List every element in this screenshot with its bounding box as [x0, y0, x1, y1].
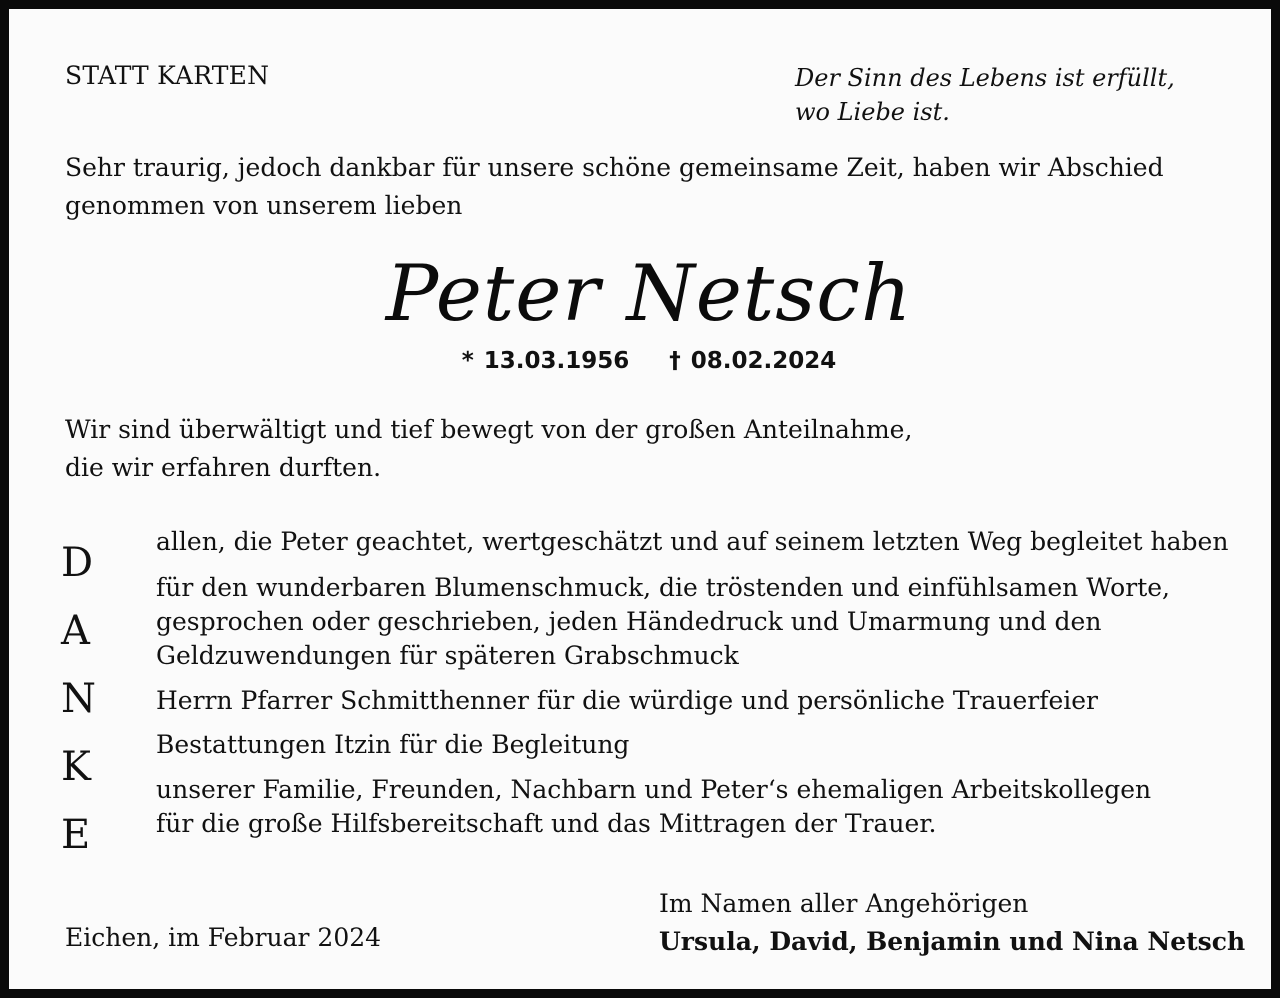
thanks-item-funeral-home [156, 728, 629, 762]
signature-block [659, 885, 1245, 961]
thanks-line: gesprochen oder geschrieben, jeden Händedruck und Umarmung und den [156, 607, 1102, 636]
motto-line: wo Liebe ist. [795, 98, 950, 126]
on-behalf-line: Im Namen aller Angehörigen [659, 889, 1029, 918]
thanks-item-pastor [156, 684, 1098, 718]
thanks-line: Bestattungen Itzin für die Begleitung [156, 730, 630, 759]
birth-date: * 13.03.1956 [461, 348, 630, 374]
motto-quote [795, 61, 1175, 129]
life-dates [9, 348, 1280, 374]
danke-letter: D [61, 540, 94, 586]
gratitude-line: die wir erfahren durften. [65, 453, 382, 482]
thanks-line: für die große Hilfsbereitschaft und das Mittragen der Trauer. [156, 809, 937, 838]
death-date: † 08.02.2024 [669, 348, 837, 374]
danke-letter: E [61, 812, 91, 858]
family-names: Ursula, David, Benjamin und Nina Netsch [659, 927, 1246, 956]
gratitude-text [65, 411, 912, 487]
danke-acrostic [61, 529, 111, 869]
deceased-name: Peter Netsch [385, 249, 913, 339]
thanks-item-family [156, 773, 1151, 841]
danke-letter: A [61, 608, 90, 654]
place-and-date: Eichen, im Februar 2024 [65, 923, 382, 952]
intro-line: genommen von unserem lieben [65, 191, 463, 220]
danke-letter: K [61, 744, 91, 790]
thanks-line: Herrn Pfarrer Schmitthenner für die würdige und persönliche Trauerfeier [156, 686, 1099, 715]
thanks-line: allen, die Peter geachtet, wertgeschätzt und auf seinem letzten Weg begleitet haben [156, 527, 1229, 556]
intro-line: Sehr traurig, jedoch dankbar für unsere schöne gemeinsame Zeit, haben wir Abschied [65, 153, 1164, 182]
gratitude-line: Wir sind überwältigt und tief bewegt von der großen Anteilnahme, [65, 415, 913, 444]
thanks-line: Geldzuwendungen für späteren Grabschmuck [156, 641, 739, 670]
statt-karten-label: STATT KARTEN [65, 61, 270, 90]
intro-text [65, 149, 1164, 225]
thanks-item-all [156, 525, 1228, 559]
motto-line: Der Sinn des Lebens ist erfüllt, [795, 64, 1175, 92]
thanks-line: unserer Familie, Freunden, Nachbarn und Peter‘s ehemaligen Arbeitskollegen [156, 775, 1152, 804]
thanks-item-flowers [156, 571, 1170, 673]
thanks-line: für den wunderbaren Blumenschmuck, die tröstenden und einfühlsamen Worte, [156, 573, 1170, 602]
danke-letter: N [61, 676, 96, 722]
